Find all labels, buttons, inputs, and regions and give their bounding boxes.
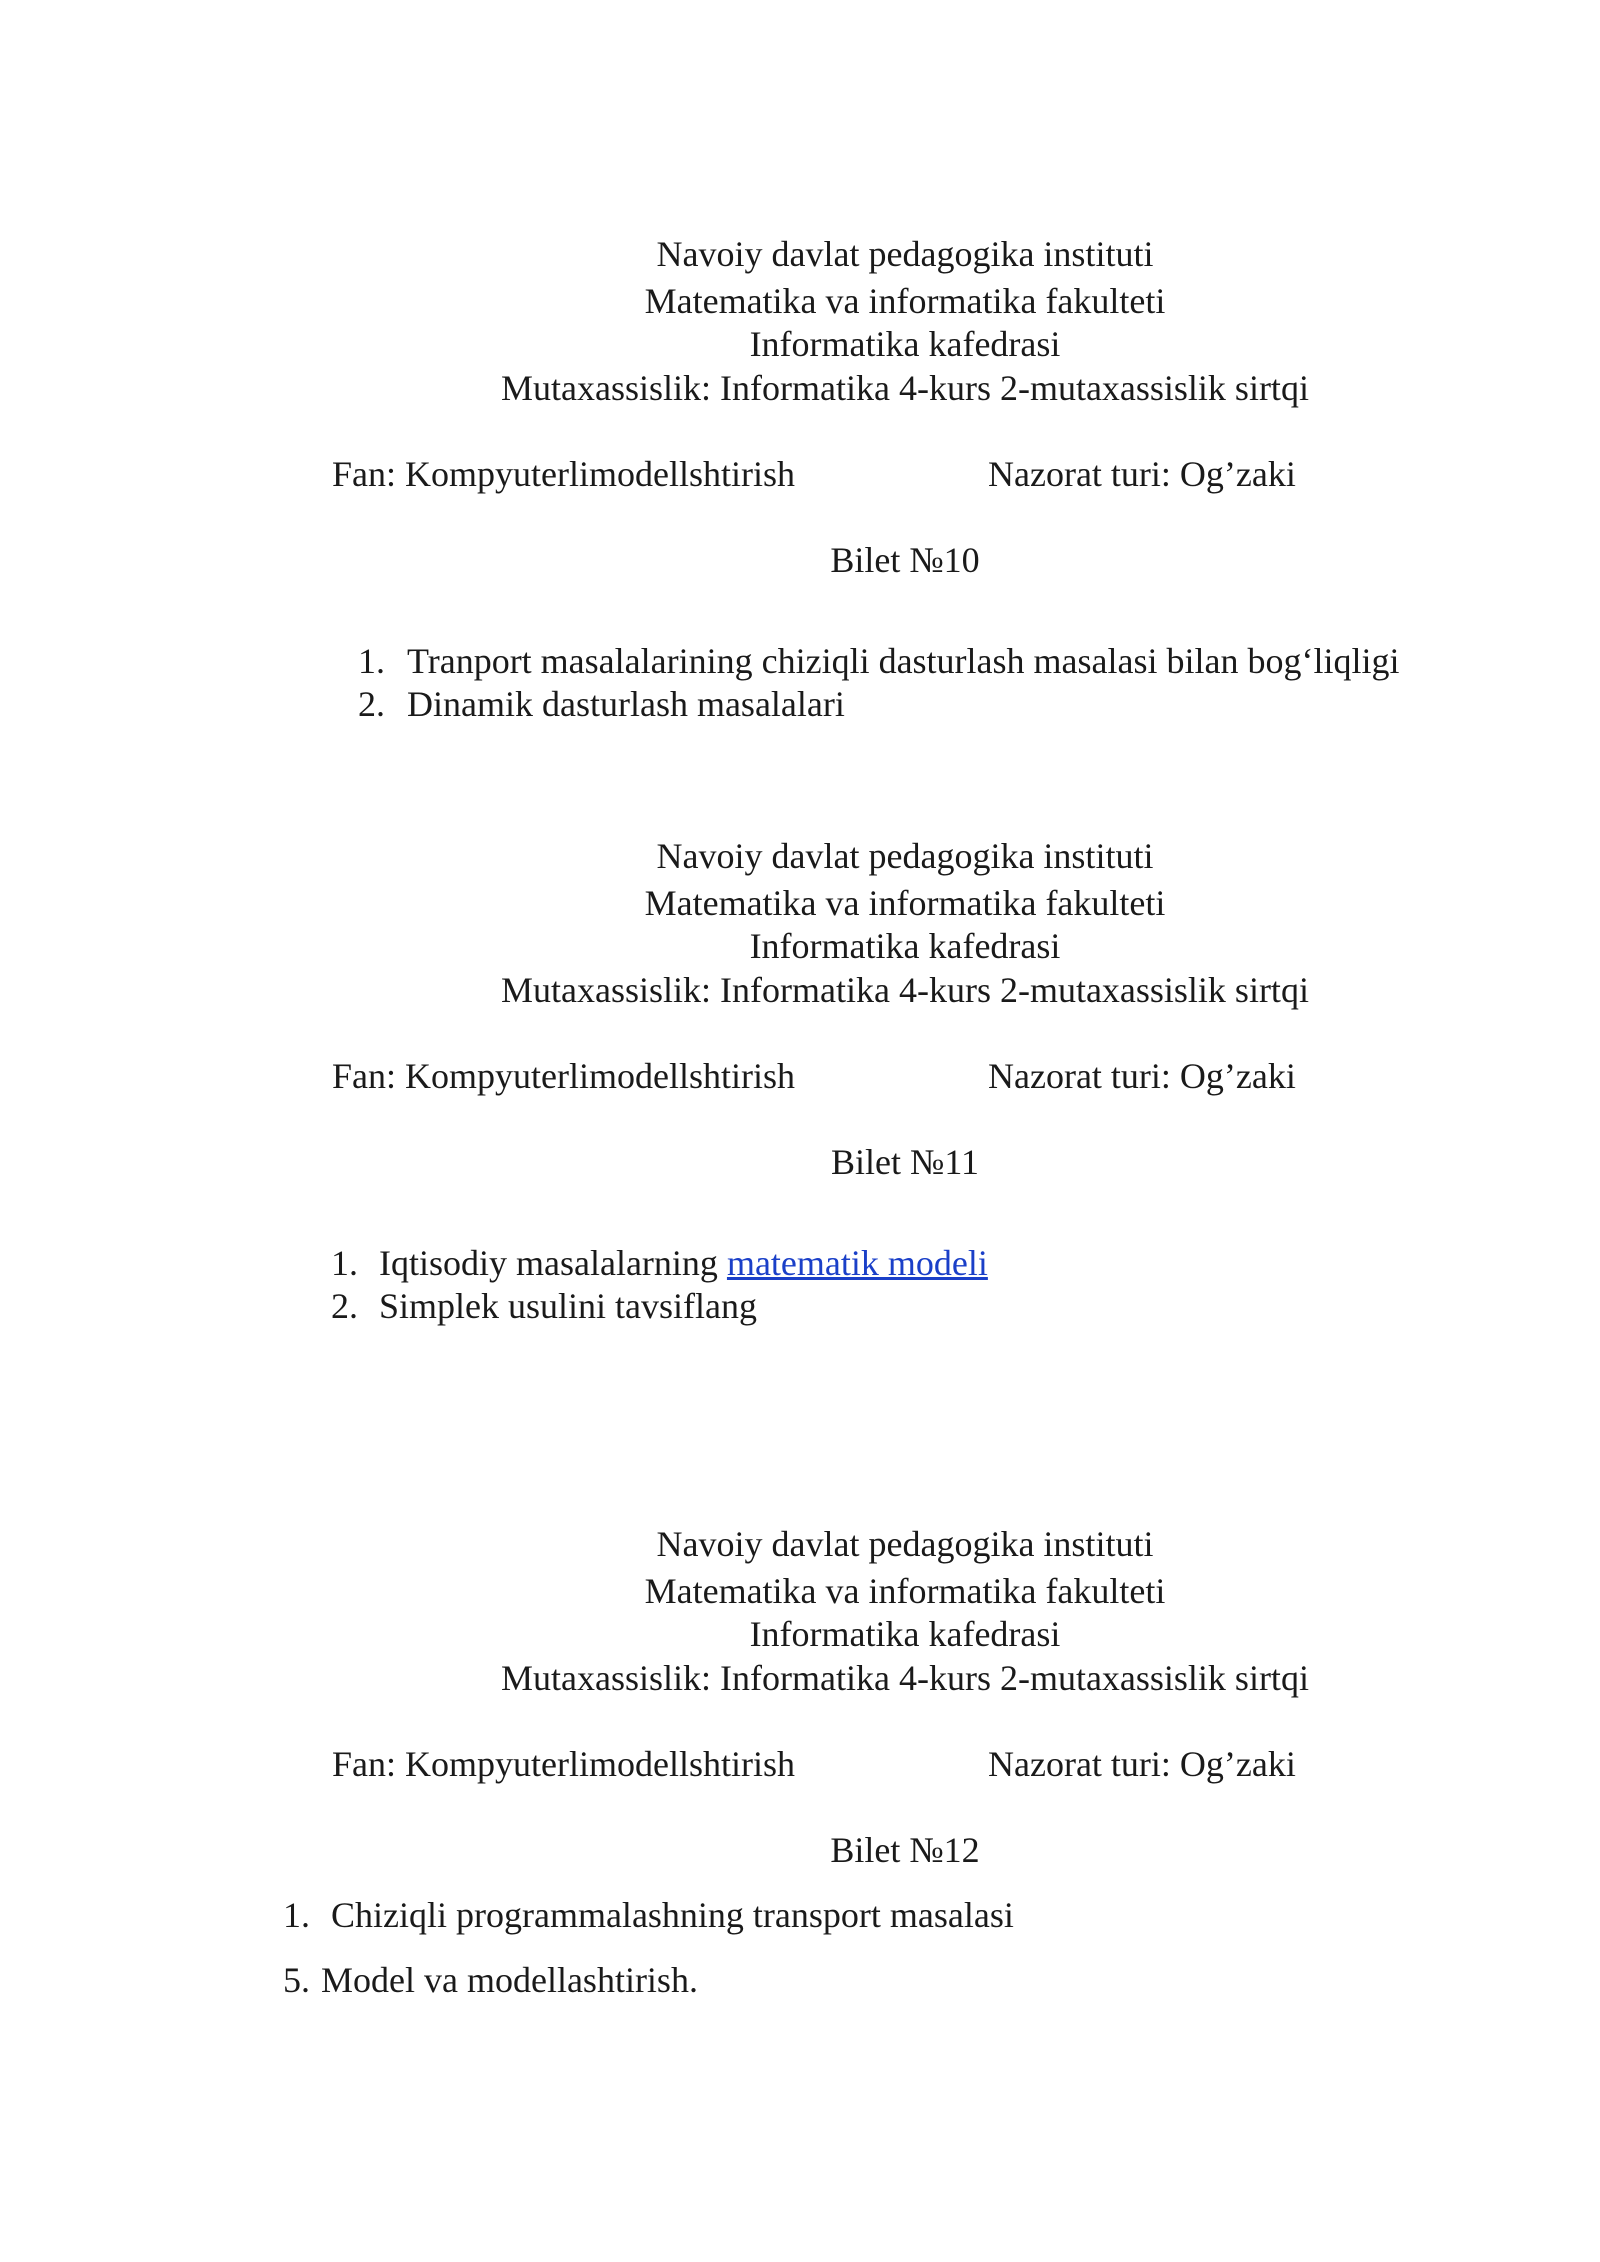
ticket-title: Bilet №12 (830, 1830, 980, 1870)
department-name: Informatika kafedrasi (749, 324, 1061, 364)
question-number: 1. (283, 1895, 310, 1935)
question-text: Chiziqli programmalashning transport masalasi (331, 1895, 1014, 1935)
specialty-line: Mutaxassislik: Informatika 4-kurs 2-mutaxassislik sirtqi (501, 368, 1309, 408)
specialty-line: Mutaxassislik: Informatika 4-kurs 2-mutaxassislik sirtqi (501, 1658, 1309, 1698)
department-name: Informatika kafedrasi (749, 926, 1061, 966)
subject-line: Fan: Kompyuterlimodellshtirish (332, 1056, 795, 1096)
control-type-line: Nazorat turi: Og’zaki (988, 1744, 1296, 1784)
faculty-name: Matematika va informatika fakulteti (644, 883, 1166, 923)
institute-name: Navoiy davlat pedagogika instituti (656, 234, 1154, 274)
department-name: Informatika kafedrasi (749, 1614, 1061, 1654)
question-number: 1. (358, 641, 385, 681)
control-type-line: Nazorat turi: Og’zaki (988, 1056, 1296, 1096)
question-text: Dinamik dasturlash masalalari (407, 684, 845, 724)
question-text-before-link: Iqtisodiy masalalarning (379, 1243, 727, 1283)
question-number: 5. (283, 1960, 310, 2000)
subject-line: Fan: Kompyuterlimodellshtirish (332, 454, 795, 494)
faculty-name: Matematika va informatika fakulteti (644, 1571, 1166, 1611)
question-text: Tranport masalalarining chiziqli dasturlash masalasi bilan bog‘liqligi (407, 641, 1400, 681)
subject-line: Fan: Kompyuterlimodellshtirish (332, 1744, 795, 1784)
control-type-line: Nazorat turi: Og’zaki (988, 454, 1296, 494)
faculty-name: Matematika va informatika fakulteti (644, 281, 1166, 321)
question-number: 1. (331, 1243, 358, 1283)
institute-name: Navoiy davlat pedagogika instituti (656, 1524, 1154, 1564)
question-text: Model va modellashtirish. (321, 1960, 698, 2000)
question-number: 2. (331, 1286, 358, 1326)
institute-name: Navoiy davlat pedagogika instituti (656, 836, 1154, 876)
question-number: 2. (358, 684, 385, 724)
specialty-line: Mutaxassislik: Informatika 4-kurs 2-mutaxassislik sirtqi (501, 970, 1309, 1010)
ticket-title: Bilet №10 (830, 540, 980, 580)
matematik-modeli-link[interactable]: matematik modeli (726, 1243, 988, 1283)
ticket-title: Bilet №11 (830, 1142, 979, 1182)
question-text: Simplek usulini tavsiflang (379, 1286, 757, 1326)
question-text (379, 1241, 988, 1285)
